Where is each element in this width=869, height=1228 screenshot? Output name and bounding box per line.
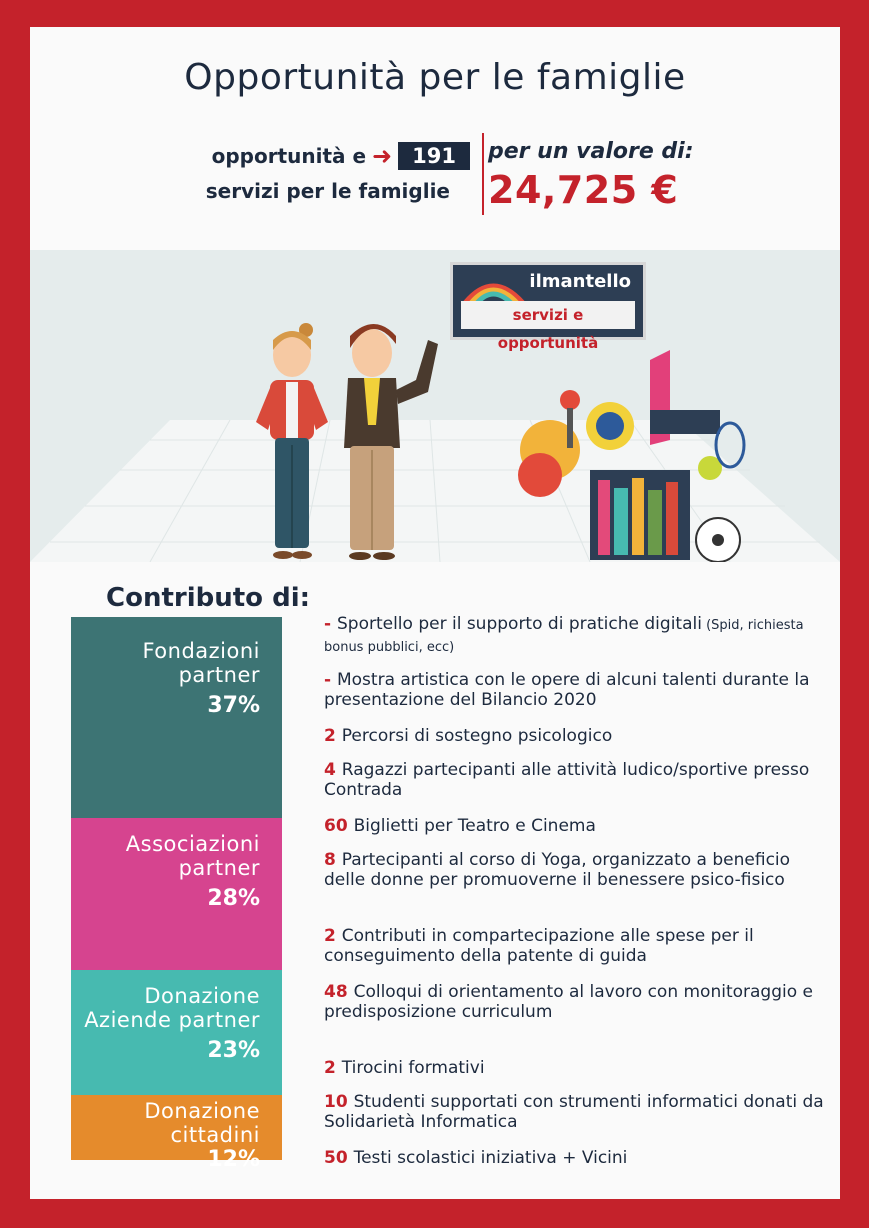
value-label: per un valore di: bbox=[488, 139, 694, 164]
service-item bbox=[324, 614, 824, 658]
service-text: Ragazzi partecipanti alle attività ludico/sportive presso Contrada bbox=[324, 760, 810, 800]
services-text: servizi per le famiglie bbox=[205, 179, 450, 203]
service-count: - bbox=[324, 614, 337, 634]
value-amount: 24,725 € bbox=[488, 168, 679, 212]
contribution-segment bbox=[71, 818, 282, 970]
segment-name: Donazione cittadini bbox=[144, 1099, 260, 1147]
value-summary bbox=[488, 139, 694, 212]
service-text: Percorsi di sostegno psicologico bbox=[341, 726, 613, 746]
service-count: 4 bbox=[324, 760, 342, 780]
service-text: Mostra artistica con le opere di alcuni talenti durante la presentazione del Bilancio 2020 bbox=[324, 670, 810, 710]
service-item bbox=[324, 670, 824, 710]
service-item bbox=[324, 1092, 824, 1132]
service-item bbox=[324, 850, 824, 890]
service-count: 2 bbox=[324, 926, 342, 946]
segment-percent: 37% bbox=[207, 693, 260, 718]
logo-tagline: servizi e opportunità bbox=[461, 301, 635, 329]
service-text: Colloqui di orientamento al lavoro con monitoraggio e predisposizione curriculum bbox=[324, 982, 813, 1022]
illustration-band bbox=[30, 250, 840, 562]
segment-percent: 28% bbox=[207, 886, 260, 911]
service-text: Tirocini formativi bbox=[341, 1058, 485, 1078]
arrow-right-icon: ➜ bbox=[372, 142, 393, 170]
service-item bbox=[324, 1148, 824, 1168]
service-count: - bbox=[324, 670, 337, 690]
illustration bbox=[30, 250, 840, 562]
service-text: Testi scolastici iniziativa + Vicini bbox=[353, 1148, 628, 1168]
contribution-segment bbox=[71, 1095, 282, 1172]
service-item bbox=[324, 760, 824, 800]
service-count: 60 bbox=[324, 816, 354, 836]
header-divider bbox=[482, 133, 484, 215]
service-count: 48 bbox=[324, 982, 354, 1002]
service-count: 8 bbox=[324, 850, 342, 870]
service-count: 50 bbox=[324, 1148, 354, 1168]
service-count: 10 bbox=[324, 1092, 354, 1112]
infographic-card bbox=[30, 27, 840, 1199]
contribution-segment bbox=[71, 970, 282, 1095]
contribution-segment bbox=[71, 617, 282, 818]
service-text: Partecipanti al corso di Yoga, organizzato a beneficio delle donne per promuoverne il benessere psico-fisico bbox=[324, 850, 791, 890]
service-text: Biglietti per Teatro e Cinema bbox=[353, 816, 596, 836]
segment-name: Associazioni partner bbox=[125, 832, 260, 880]
service-count: 2 bbox=[324, 1058, 342, 1078]
service-item bbox=[324, 1058, 824, 1078]
page-title: Opportunità per le famiglie bbox=[184, 57, 686, 98]
service-item bbox=[324, 726, 824, 746]
segment-percent: 12% bbox=[207, 1147, 260, 1172]
ilmantello-logo bbox=[450, 262, 646, 352]
segment-name: Donazione Aziende partner bbox=[84, 984, 260, 1032]
opportunities-text: opportunità e bbox=[211, 144, 367, 168]
opportunities-count: 191 bbox=[398, 142, 470, 170]
service-text: Studenti supportati con strumenti informatici donati da Solidarietà Informatica bbox=[324, 1092, 824, 1132]
service-text: Sportello per il supporto di pratiche digitali bbox=[336, 614, 702, 634]
service-item bbox=[324, 982, 824, 1022]
service-item bbox=[324, 926, 824, 966]
service-count: 2 bbox=[324, 726, 342, 746]
segment-name: Fondazioni partner bbox=[142, 639, 260, 687]
service-note: (Spid, richiesta bonus pubblici, ecc) bbox=[324, 618, 804, 655]
logo-wordmark: ilmantello bbox=[529, 271, 631, 292]
opportunities-summary bbox=[160, 139, 470, 203]
contribution-label: Contributo di: bbox=[106, 583, 311, 613]
service-item bbox=[324, 816, 824, 836]
segment-percent: 23% bbox=[207, 1038, 260, 1063]
service-text: Contributi in compartecipazione alle spese per il conseguimento della patente di guida bbox=[324, 926, 754, 966]
